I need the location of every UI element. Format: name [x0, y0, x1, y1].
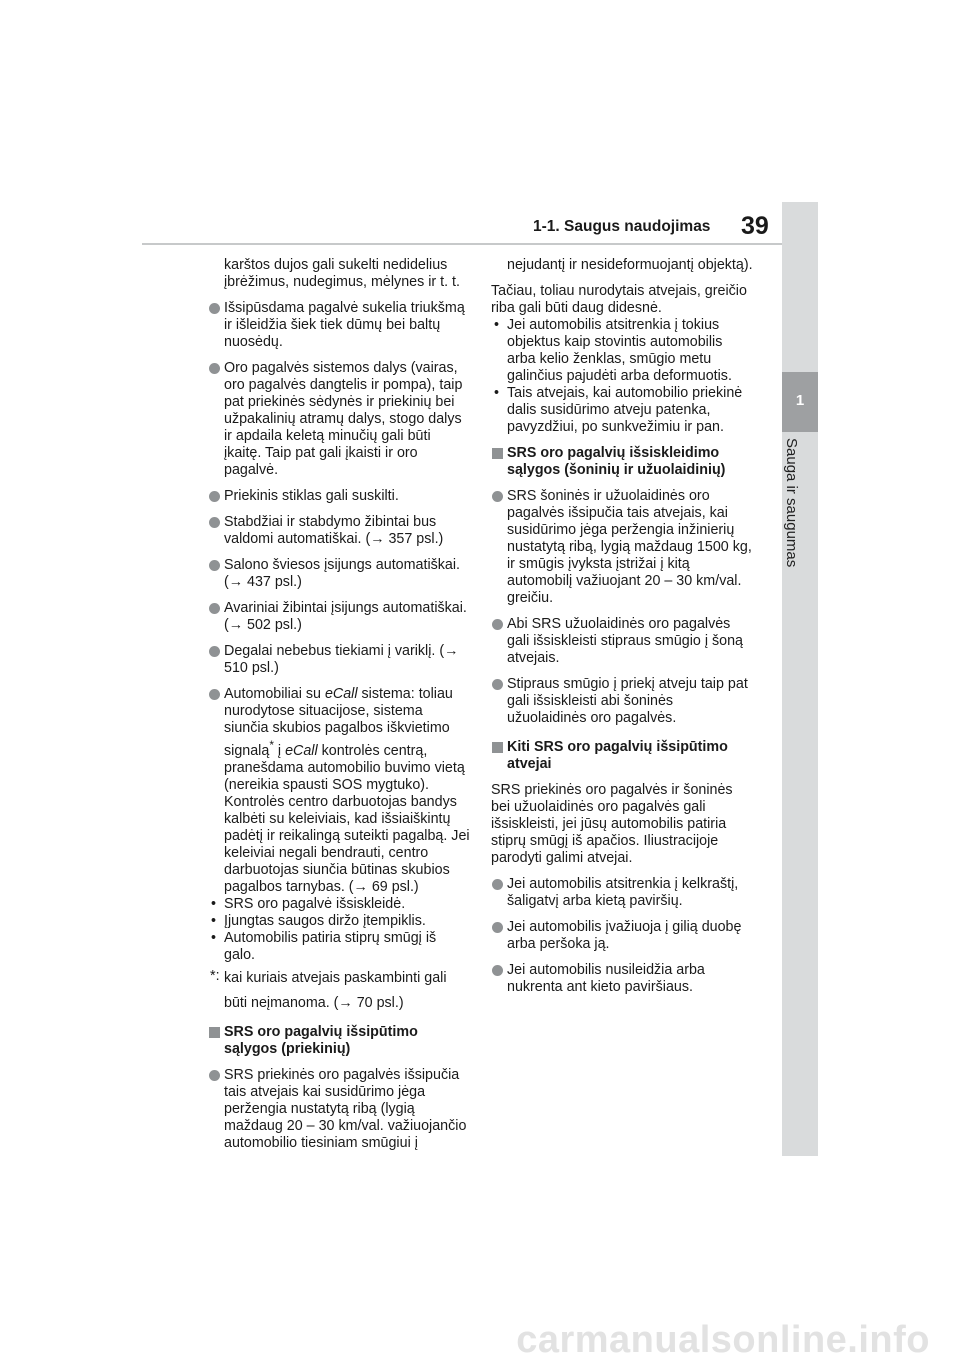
- heading-square-icon: [209, 1027, 220, 1038]
- list-item: Išsipūsdama pagalvė sukelia triukšmą ir išleidžia šiek tiek dūmų bei baltų nuosėdų.: [208, 300, 470, 351]
- bullet-circle-icon: [209, 560, 220, 571]
- bullet-circle-icon: [492, 491, 503, 502]
- intro-paragraph: karštos dujos gali sukelti nedidelius įbrėžimus, nudegimus, mėlynes ir t. t.: [224, 257, 460, 290]
- list-item: Oro pagalvės sistemos dalys (vairas, oro pagalvės dangtelis ir pompa), taip pat priekinės sėdynės ir priekinių bei užpakalinių atramų dalys, stogo dalys ir apdaila keletą minučių gali būti įkaitę. Taip pat gali įkaisti ir oro pagalvė.: [208, 360, 470, 479]
- bullet-circle-icon: [209, 1070, 220, 1081]
- dash-item: • Įjungtas saugos diržo įtempiklis.: [211, 912, 426, 929]
- continued-paragraph: nejudantį ir nesideformuojantį objektą).: [507, 257, 753, 273]
- dash-item: • Jei automobilis atsitrenkia į tokius objektus kaip stovintis automobilis arba kelio ženklas, smūgio metu galinčius pajudėti arba deformuotis.: [494, 317, 732, 384]
- watermark: [0, 1315, 960, 1361]
- dash-bullet-icon: •: [211, 929, 217, 946]
- list-item: Abi SRS užuolaidinės oro pagalvės gali išsiskleisti stipraus smūgio į šoną atvejais.: [491, 616, 753, 667]
- dash-bullet-icon: •: [494, 385, 500, 401]
- dash-item: • Tais atvejais, kai automobilio priekinė dalis susidūrimo atveju patenka, pavyzdžiui, po sunkvežimiu ir pan.: [494, 385, 743, 435]
- dash-item: • Automobilis patiria stiprų smūgį iš galo.: [211, 929, 437, 963]
- list-item: SRS priekinės oro pagalvės išsipučia tais atvejais kai susidūrimo jėga peržengia nustatytą ribą (lygią maždaug 20 – 30 km/val. važiuojančio automobilio tiesiniam smūgiui į: [208, 1067, 470, 1152]
- paragraph: SRS priekinės oro pagalvės ir šoninės bei užuolaidinės oro pagalvės gali išsiskleisti, jei jūsų automobilis patiria stiprų smūgį iš apačios. Iliustracijoje parodyti galimi atvejai.: [491, 782, 733, 866]
- bullet-circle-icon: [492, 965, 503, 976]
- bullet-circle-icon: [209, 603, 220, 614]
- footnote: [208, 967, 470, 1012]
- subheading: SRS oro pagalvių išsipūtimo sąlygos (priekinių): [208, 1024, 470, 1058]
- paragraph: Tačiau, toliau nurodytais atvejais, greičio riba gali būti daug didesnė.: [491, 283, 747, 316]
- footnote-line-1: kai kuriais atvejais paskambinti gali: [224, 969, 447, 986]
- chapter-side-tab: [782, 202, 818, 1156]
- bullet-circle-icon: [209, 491, 220, 502]
- list-item: Degalai nebebus tiekiami į variklį. (→ 510 psl.): [208, 643, 470, 677]
- left-column: [208, 257, 470, 1161]
- footnote-mark: *:: [210, 967, 220, 984]
- list-item: Avariniai žibintai įsijungs automatiškai. (→ 502 psl.): [208, 600, 470, 634]
- bullet-circle-icon: [492, 679, 503, 690]
- bullet-circle-icon: [209, 303, 220, 314]
- list-item: SRS šoninės ir užuolaidinės oro pagalvės išsipučia tais atvejais, kai susidūrimo jėga peržengia inžinierių nustatytą ribą, lygią maždaug 1500 kg, ir smūgis įvyksta įstrižai į kitą automobilį važiuojant 20 – 30 km/val. greičiu.: [491, 488, 753, 607]
- dash-bullet-icon: •: [211, 912, 217, 929]
- chapter-number: 1: [795, 392, 805, 409]
- page-number: 39: [741, 212, 769, 240]
- list-item: Stabdžiai ir stabdymo žibintai bus valdomi automatiškai. (→ 357 psl.): [208, 514, 470, 548]
- section-title: 1-1. Saugus naudojimas: [533, 218, 711, 235]
- subheading: SRS oro pagalvių išsiskleidimo sąlygos (šoninių ir užuolaidinių): [491, 445, 753, 479]
- dash-item: • SRS oro pagalvė išsiskleidė.: [211, 895, 406, 912]
- heading-square-icon: [492, 742, 503, 753]
- bullet-circle-icon: [209, 689, 220, 700]
- list-item-ecall: Automobiliai su eCall sistema: toliau nurodytose situacijose, sistema siunčia skubios pagalbos iškvietimo signalą* į eCall kontrolės centrą, pranešdama automobilio buvimo vietą (nereikia spausti SOS mygtuko). Kontrolės centro darbuotojas bandys kalbėti su keleiviais, kad išsiaiškintų padėtį ir reikalingą suteikti pagalbą. Jei keleiviai negali bendrauti, centro darbuotojas siunčia būtinas skubios pagalbos tarnybas. (→ 69 psl.): [208, 686, 470, 896]
- list-item: Stipraus smūgio į priekį atveju taip pat gali išsiskleisti abi šoninės užuolaidinės oro pagalvės.: [491, 676, 753, 727]
- bullet-circle-icon: [209, 363, 220, 374]
- watermark-text: carmanualsonline.info: [516, 1319, 930, 1361]
- bullet-circle-icon: [492, 922, 503, 933]
- list-item: Salono šviesos įsijungs automatiškai. (→ 437 psl.): [208, 557, 470, 591]
- list-item: Jei automobilis atsitrenkia į kelkraštį, šaligatvį arba kietą paviršių.: [491, 876, 753, 910]
- heading-square-icon: [492, 448, 503, 459]
- list-item: Jei automobilis įvažiuoja į gilią duobę arba peršoka ją.: [491, 919, 753, 953]
- right-column: [491, 257, 753, 1005]
- chapter-label: Sauga ir saugumas: [783, 438, 800, 568]
- bullet-circle-icon: [492, 879, 503, 890]
- footnote-line-2: būti neįmanoma. (→ 70 psl.): [224, 994, 404, 1011]
- list-item: Priekinis stiklas gali suskilti.: [208, 488, 470, 505]
- list-item: Jei automobilis nusileidžia arba nukrenta ant kieto paviršiaus.: [491, 962, 753, 996]
- footnote-marker: *: [269, 738, 274, 752]
- bullet-circle-icon: [209, 646, 220, 657]
- bullet-circle-icon: [209, 517, 220, 528]
- header-divider: [142, 243, 782, 245]
- dash-bullet-icon: •: [211, 895, 217, 912]
- dash-bullet-icon: •: [494, 317, 500, 333]
- bullet-circle-icon: [492, 619, 503, 630]
- subheading: Kiti SRS oro pagalvių išsipūtimo atvejai: [491, 739, 753, 773]
